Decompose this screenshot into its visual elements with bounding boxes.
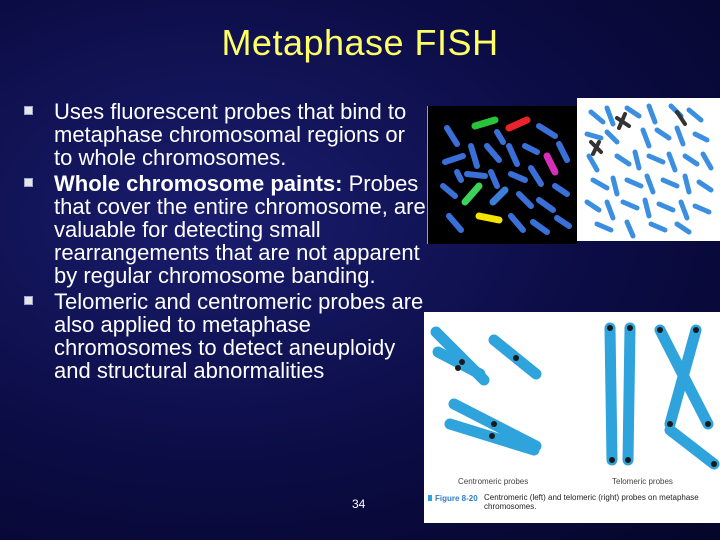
square-bullet-icon <box>24 178 33 187</box>
chromosome-spread-image <box>577 98 720 241</box>
bullet-item-2 <box>22 172 427 287</box>
figure-8-20-illustration <box>424 312 720 523</box>
bullet-list <box>22 100 427 385</box>
figure-caption-text: Centromeric (left) and telomeric (right) probes on metaphase chromosomes. <box>484 493 699 511</box>
bullet-item-3 <box>22 290 427 382</box>
telomeric-probes-label: Telomeric probes <box>612 477 673 486</box>
slide-title: Metaphase FISH <box>221 22 499 63</box>
figure-caption-label: Figure 8-20 <box>435 494 478 503</box>
bullet-text-2: Probes that cover the entire chromosome, are valuable for detecting small rearrangements that are not apparent by regular chromosome banding. <box>54 171 426 288</box>
square-bullet-icon <box>24 106 33 115</box>
bullet-text-1: Uses fluorescent probes that bind to metaphase chromosomal regions or to whole chromosomes. <box>54 99 407 170</box>
page-number: 34 <box>352 497 366 511</box>
square-bullet-icon <box>24 296 33 305</box>
centromeric-probes-label: Centromeric probes <box>458 477 529 486</box>
bullet-text-3: Telomeric and centromeric probes are also applied to metaphase chromosomes to detect aneuploidy and structural abnormalities <box>54 289 424 383</box>
bullet-bold-2: Whole chromosome paints: <box>54 171 343 196</box>
fish-metaphase-image <box>427 106 577 244</box>
bullet-item-1 <box>22 100 427 169</box>
